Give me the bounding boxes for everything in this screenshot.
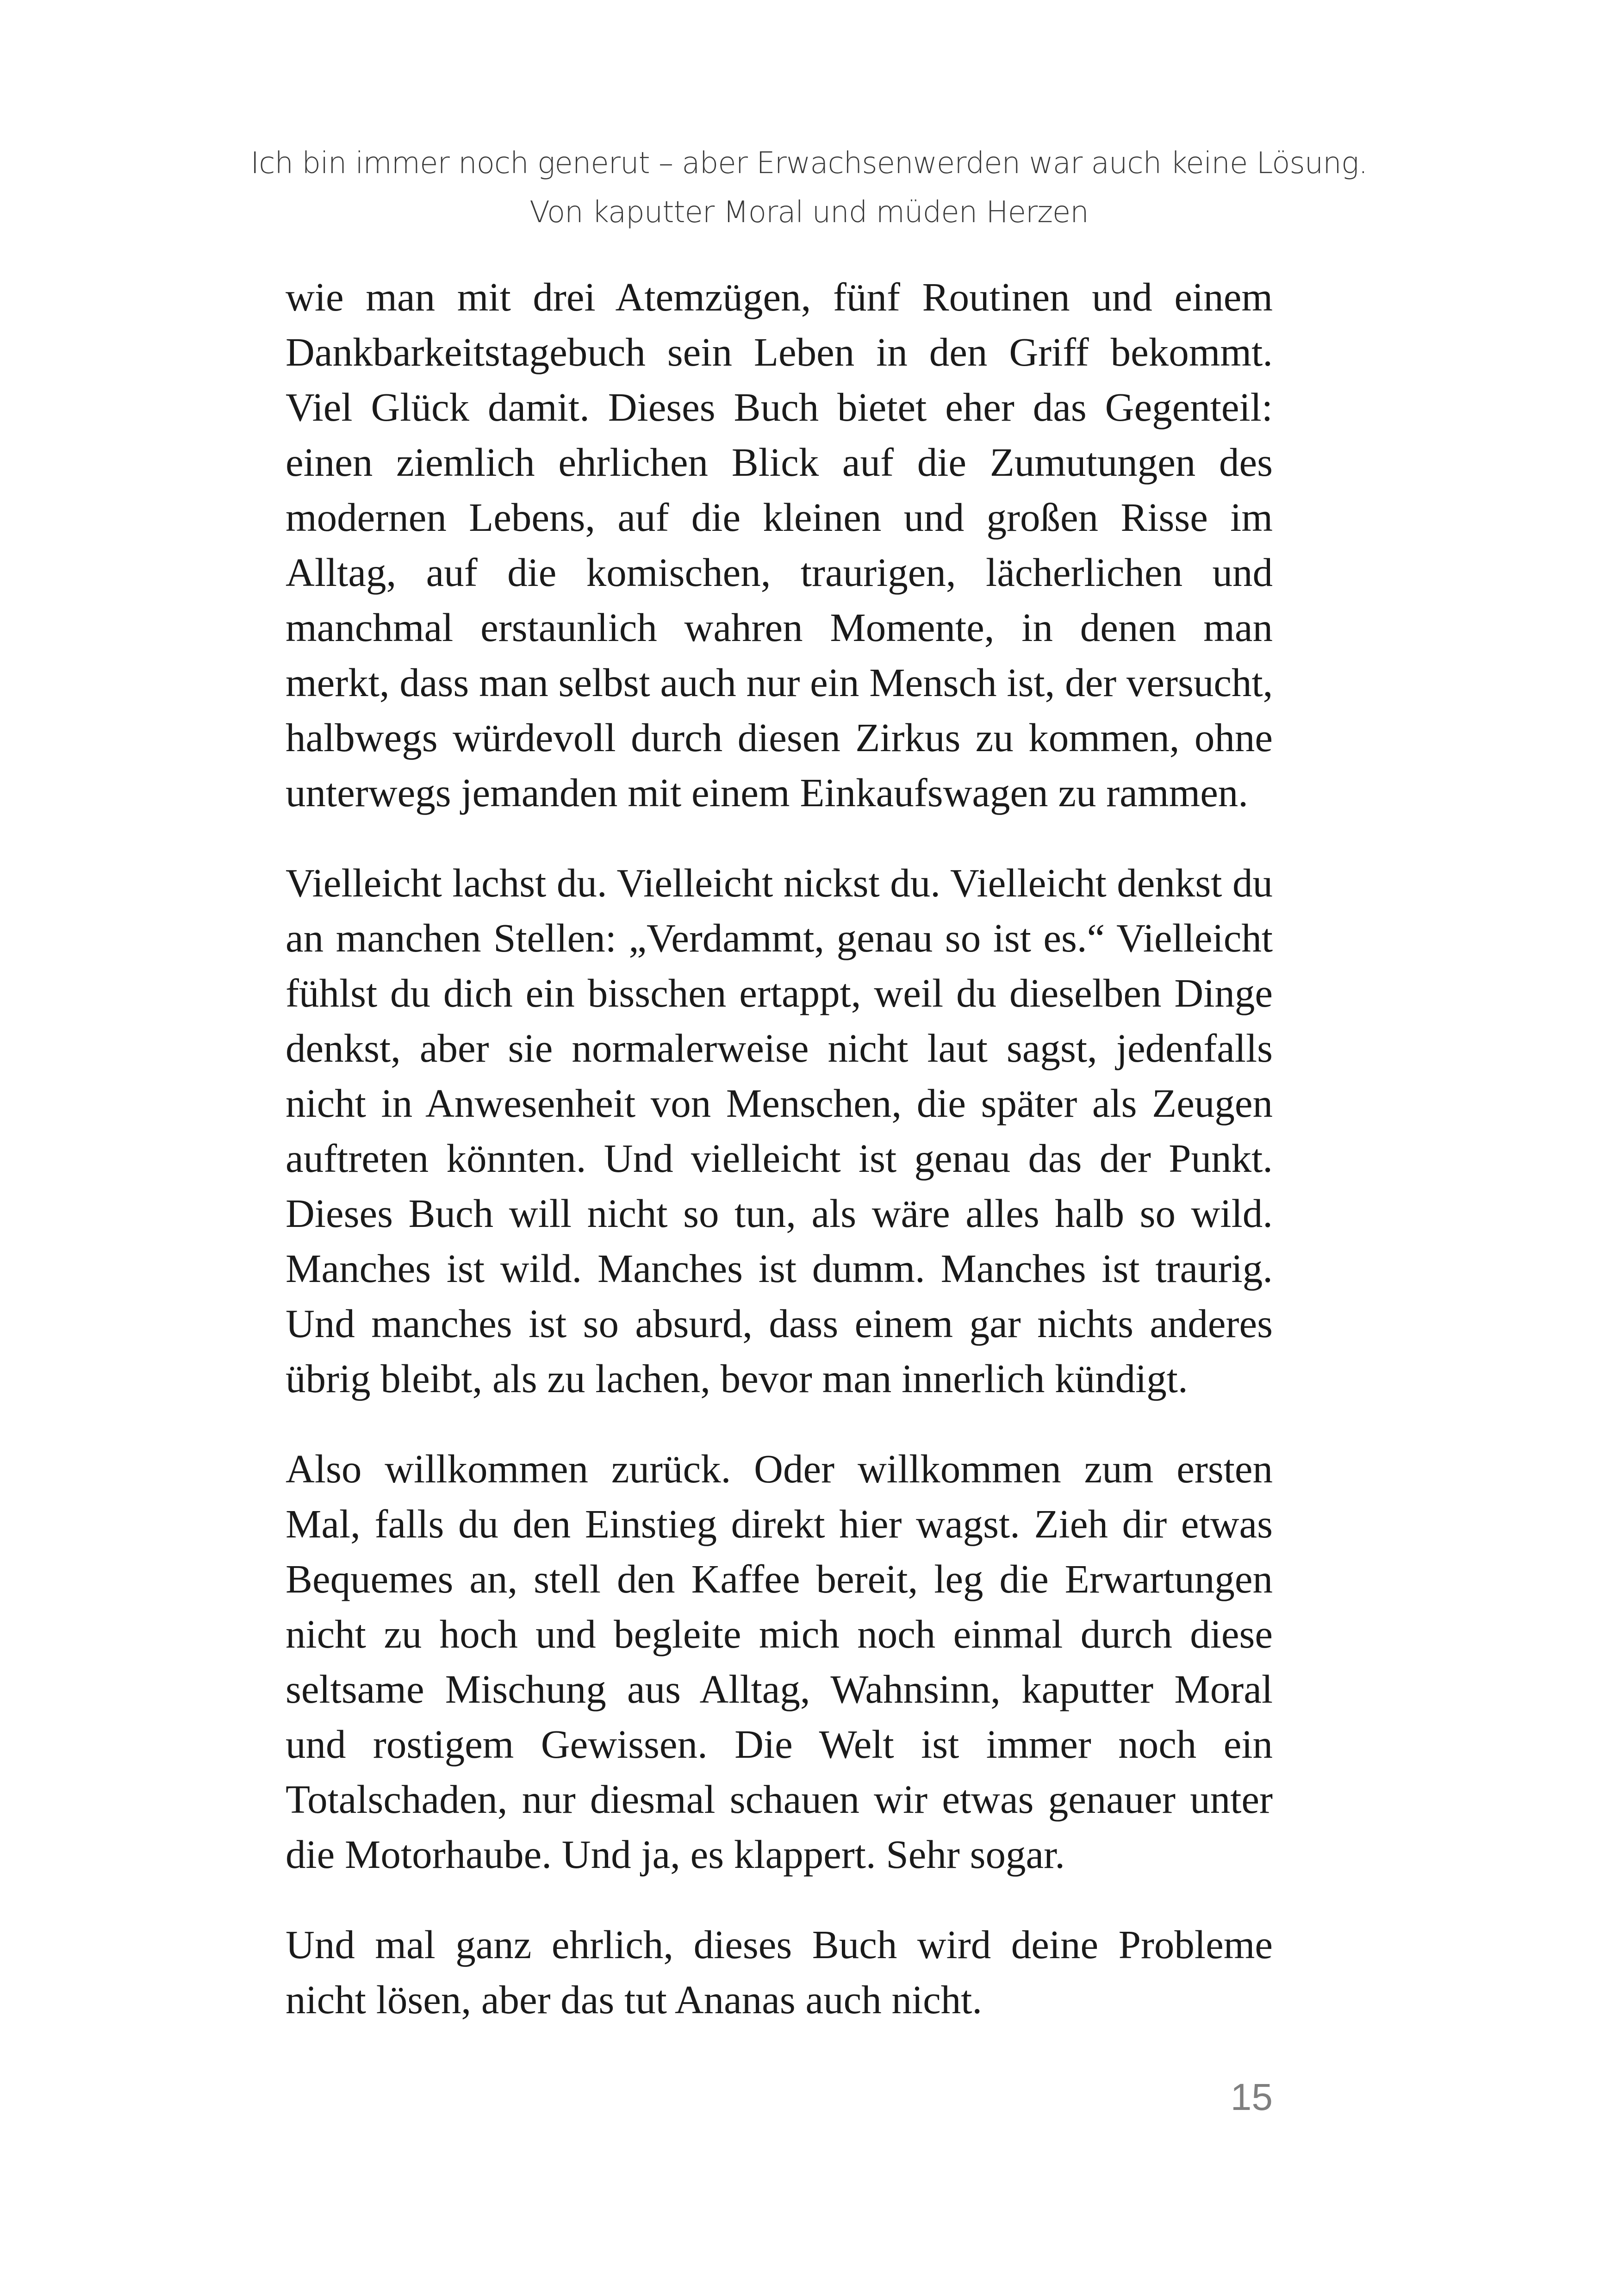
text-line: nicht lösen, aber das tut Ananas auch nicht. <box>286 1977 983 2022</box>
text-line: Vielleicht lachst du. Vielleicht nickst du. Vielleicht denkst du <box>286 860 1273 905</box>
text-line: unterwegs jemanden mit einem Einkaufswagen zu rammen. <box>286 770 1249 815</box>
text-line: merkt, dass man selbst auch nur ein Mensch ist, der versucht, <box>286 660 1273 705</box>
text-line: fühlst du dich ein bisschen ertappt, weil du dieselben Dinge <box>286 971 1273 1015</box>
text-line: einen ziemlich ehrlichen Blick auf die Zumutungen des <box>286 440 1273 485</box>
text-line: wie man mit drei Atemzügen, fünf Routinen und einem <box>286 274 1273 319</box>
text-line: Dankbarkeitstagebuch sein Leben in den Griff bekommt. <box>286 330 1273 374</box>
paragraph-2 <box>286 855 1273 1406</box>
text-line: seltsame Mischung aus Alltag, Wahnsinn, kaputter Moral <box>286 1667 1273 1711</box>
paragraph-1 <box>286 269 1273 820</box>
text-line: denkst, aber sie normalerweise nicht laut sagst, jedenfalls <box>286 1026 1273 1070</box>
text-line: modernen Lebens, auf die kleinen und großen Risse im <box>286 495 1273 540</box>
running-header <box>185 139 1433 237</box>
text-line: halbwegs würdevoll durch diesen Zirkus zu kommen, ohne <box>286 715 1273 760</box>
paragraph-3 <box>286 1441 1273 1882</box>
text-line: Und manches ist so absurd, dass einem gar nichts anderes <box>286 1301 1273 1346</box>
text-line: Mal, falls du den Einstieg direkt hier wagst. Zieh dir etwas <box>286 1501 1273 1546</box>
text-line: Totalschaden, nur diesmal schauen wir etwas genauer unter <box>286 1777 1273 1822</box>
text-line: Also willkommen zurück. Oder willkommen zum ersten <box>286 1446 1273 1491</box>
text-line: und rostigem Gewissen. Die Welt ist immer noch ein <box>286 1722 1273 1767</box>
body-text <box>286 269 1273 2027</box>
text-line: manchmal erstaunlich wahren Momente, in denen man <box>286 605 1273 650</box>
text-line: auftreten könnten. Und vielleicht ist genau das der Punkt. <box>286 1136 1273 1181</box>
text-line: nicht in Anwesenheit von Menschen, die später als Zeugen <box>286 1081 1273 1126</box>
text-line: nicht zu hoch und begleite mich noch einmal durch diese <box>286 1612 1273 1656</box>
text-line: Viel Glück damit. Dieses Buch bietet eher das Gegenteil: <box>286 385 1273 429</box>
text-line: Und mal ganz ehrlich, dieses Buch wird deine Probleme <box>286 1922 1273 1967</box>
running-header-line-1: Ich bin immer noch generut – aber Erwachsenwerden war auch keine Lösung. <box>250 146 1368 180</box>
running-header-line-2: Von kaputter Moral und müden Herzen <box>529 195 1089 230</box>
text-line: an manchen Stellen: „Verdammt, genau so ist es.“ Vielleicht <box>286 915 1273 960</box>
text-line: Bequemes an, stell den Kaffee bereit, leg die Erwartungen <box>286 1556 1273 1601</box>
text-line: Manches ist wild. Manches ist dumm. Manches ist traurig. <box>286 1246 1273 1291</box>
text-line: die Motorhaube. Und ja, es klappert. Sehr sogar. <box>286 1832 1065 1877</box>
text-line: Alltag, auf die komischen, traurigen, lächerlichen und <box>286 550 1273 595</box>
text-line: Dieses Buch will nicht so tun, als wäre alles halb so wild. <box>286 1191 1273 1236</box>
text-line: übrig bleibt, als zu lachen, bevor man innerlich kündigt. <box>286 1356 1188 1401</box>
page-number: 15 <box>1230 2076 1273 2118</box>
paragraph-4 <box>286 1917 1273 2027</box>
